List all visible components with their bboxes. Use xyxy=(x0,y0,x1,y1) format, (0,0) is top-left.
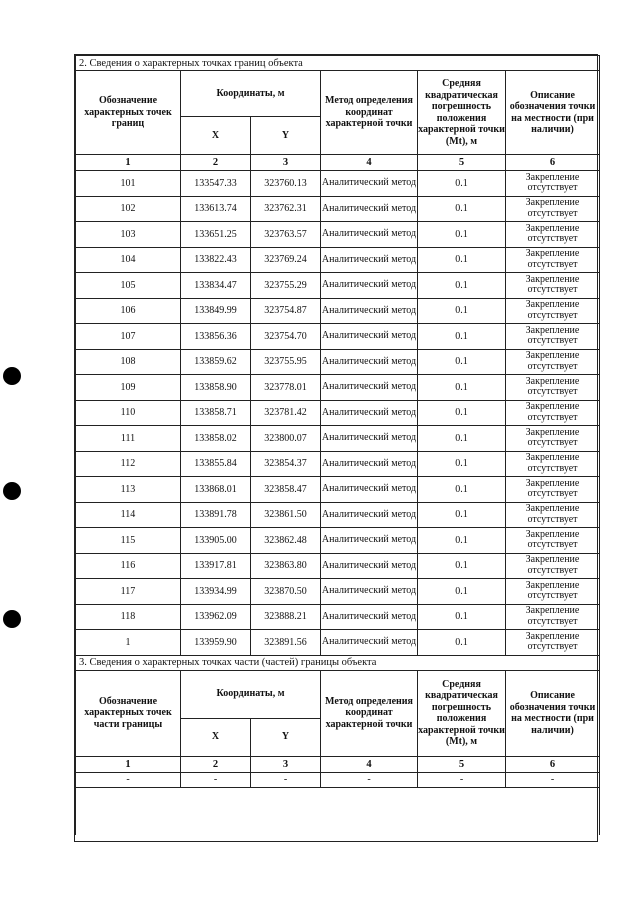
error-cell: 0.1 xyxy=(418,222,506,248)
x-coordinate-cell: 133613.74 xyxy=(181,196,251,222)
binder-hole xyxy=(3,367,21,385)
header-x: X xyxy=(181,718,251,756)
header-coords: Координаты, м xyxy=(181,670,321,718)
y-coordinate-cell: 323755.29 xyxy=(251,273,321,299)
point-cell: 105 xyxy=(76,273,181,299)
point-cell: 109 xyxy=(76,375,181,401)
error-cell: 0.1 xyxy=(418,400,506,426)
x-coordinate-cell: 133858.71 xyxy=(181,400,251,426)
y-coordinate-cell: 323778.01 xyxy=(251,375,321,401)
header-x: X xyxy=(181,117,251,155)
y-coordinate-cell: 323888.21 xyxy=(251,604,321,630)
table-row xyxy=(76,171,600,197)
col-number: 6 xyxy=(506,155,600,171)
description-cell: Закрепление отсутствует xyxy=(506,630,600,656)
error-cell: 0.1 xyxy=(418,451,506,477)
error-cell: 0.1 xyxy=(418,604,506,630)
description-cell: Закрепление отсутствует xyxy=(506,349,600,375)
point-cell: 102 xyxy=(76,196,181,222)
header-method: Метод определения координат характерной точки xyxy=(321,670,418,756)
error-cell: 0.1 xyxy=(418,196,506,222)
x-coordinate-cell: 133905.00 xyxy=(181,528,251,554)
col-number: 3 xyxy=(251,155,321,171)
y-coordinate-cell: 323861.50 xyxy=(251,502,321,528)
description-cell: Закрепление отсутствует xyxy=(506,196,600,222)
col-number: 6 xyxy=(506,756,600,772)
method-cell: Аналитический метод xyxy=(321,273,418,299)
point-cell: 104 xyxy=(76,247,181,273)
header-point: Обозначение характерных точек границ xyxy=(76,71,181,155)
point-cell: 116 xyxy=(76,553,181,579)
table-row xyxy=(76,196,600,222)
method-cell: Аналитический метод xyxy=(321,451,418,477)
y-coordinate-cell: 323769.24 xyxy=(251,247,321,273)
y-coordinate-cell: 323754.87 xyxy=(251,298,321,324)
col-number: 2 xyxy=(181,155,251,171)
section-2-title: 2. Сведения о характерных точках границ объекта xyxy=(76,56,600,71)
description-cell: Закрепление отсутствует xyxy=(506,502,600,528)
point-cell: 111 xyxy=(76,426,181,452)
method-cell: Аналитический метод xyxy=(321,349,418,375)
description-cell: Закрепление отсутствует xyxy=(506,477,600,503)
header-error: Средняя квадратическая погрешность положения характерной точки (Mt), м xyxy=(418,670,506,756)
table-row xyxy=(76,375,600,401)
x-coordinate-cell: 133855.84 xyxy=(181,451,251,477)
table-row xyxy=(76,553,600,579)
error-cell: 0.1 xyxy=(418,528,506,554)
col-number: 4 xyxy=(321,756,418,772)
x-coordinate-cell: 133859.62 xyxy=(181,349,251,375)
point-cell: 110 xyxy=(76,400,181,426)
table-row xyxy=(76,502,600,528)
header-y: Y xyxy=(251,117,321,155)
binder-hole xyxy=(3,610,21,628)
point-cell: 115 xyxy=(76,528,181,554)
description-cell: Закрепление отсутствует xyxy=(506,579,600,605)
y-coordinate-cell: 323891.56 xyxy=(251,630,321,656)
blank-area xyxy=(76,787,600,835)
table-row xyxy=(76,298,600,324)
col-number: 1 xyxy=(76,155,181,171)
empty-cell: - xyxy=(76,772,181,787)
y-coordinate-cell: 323858.47 xyxy=(251,477,321,503)
method-cell: Аналитический метод xyxy=(321,477,418,503)
table-row xyxy=(76,349,600,375)
x-coordinate-cell: 133959.90 xyxy=(181,630,251,656)
table-row xyxy=(76,222,600,248)
description-cell: Закрепление отсутствует xyxy=(506,171,600,197)
header-y: Y xyxy=(251,718,321,756)
method-cell: Аналитический метод xyxy=(321,400,418,426)
x-coordinate-cell: 133858.02 xyxy=(181,426,251,452)
x-coordinate-cell: 133849.99 xyxy=(181,298,251,324)
method-cell: Аналитический метод xyxy=(321,196,418,222)
x-coordinate-cell: 133868.01 xyxy=(181,477,251,503)
method-cell: Аналитический метод xyxy=(321,528,418,554)
point-cell: 108 xyxy=(76,349,181,375)
point-cell: 112 xyxy=(76,451,181,477)
y-coordinate-cell: 323781.42 xyxy=(251,400,321,426)
error-cell: 0.1 xyxy=(418,349,506,375)
description-cell: Закрепление отсутствует xyxy=(506,426,600,452)
empty-cell: - xyxy=(251,772,321,787)
method-cell: Аналитический метод xyxy=(321,553,418,579)
table-row xyxy=(76,324,600,350)
y-coordinate-cell: 323870.50 xyxy=(251,579,321,605)
empty-cell: - xyxy=(181,772,251,787)
table-row xyxy=(76,630,600,656)
point-cell: 113 xyxy=(76,477,181,503)
x-coordinate-cell: 133962.09 xyxy=(181,604,251,630)
method-cell: Аналитический метод xyxy=(321,222,418,248)
table-row xyxy=(76,604,600,630)
method-cell: Аналитический метод xyxy=(321,171,418,197)
method-cell: Аналитический метод xyxy=(321,426,418,452)
description-cell: Закрепление отсутствует xyxy=(506,528,600,554)
error-cell: 0.1 xyxy=(418,553,506,579)
col-number: 1 xyxy=(76,756,181,772)
header-description: Описание обозначения точки на местности (при наличии) xyxy=(506,670,600,756)
description-cell: Закрепление отсутствует xyxy=(506,247,600,273)
description-cell: Закрепление отсутствует xyxy=(506,400,600,426)
y-coordinate-cell: 323854.37 xyxy=(251,451,321,477)
document-frame xyxy=(74,54,598,842)
method-cell: Аналитический метод xyxy=(321,324,418,350)
description-cell: Закрепление отсутствует xyxy=(506,222,600,248)
x-coordinate-cell: 133856.36 xyxy=(181,324,251,350)
error-cell: 0.1 xyxy=(418,298,506,324)
header-error: Средняя квадратическая погрешность положения характерной точки (Mt), м xyxy=(418,71,506,155)
error-cell: 0.1 xyxy=(418,324,506,350)
point-cell: 107 xyxy=(76,324,181,350)
y-coordinate-cell: 323763.57 xyxy=(251,222,321,248)
method-cell: Аналитический метод xyxy=(321,298,418,324)
empty-cell: - xyxy=(418,772,506,787)
section-3-title: 3. Сведения о характерных точках части (частей) границы объекта xyxy=(76,655,600,670)
y-coordinate-cell: 323800.07 xyxy=(251,426,321,452)
y-coordinate-cell: 323863.80 xyxy=(251,553,321,579)
y-coordinate-cell: 323755.95 xyxy=(251,349,321,375)
table-row xyxy=(76,528,600,554)
x-coordinate-cell: 133917.81 xyxy=(181,553,251,579)
header-method: Метод определения координат характерной точки xyxy=(321,71,418,155)
x-coordinate-cell: 133891.78 xyxy=(181,502,251,528)
description-cell: Закрепление отсутствует xyxy=(506,324,600,350)
col-number: 3 xyxy=(251,756,321,772)
description-cell: Закрепление отсутствует xyxy=(506,273,600,299)
error-cell: 0.1 xyxy=(418,247,506,273)
description-cell: Закрепление отсутствует xyxy=(506,604,600,630)
description-cell: Закрепление отсутствует xyxy=(506,298,600,324)
col-number: 5 xyxy=(418,756,506,772)
error-cell: 0.1 xyxy=(418,426,506,452)
method-cell: Аналитический метод xyxy=(321,604,418,630)
description-cell: Закрепление отсутствует xyxy=(506,451,600,477)
y-coordinate-cell: 323762.31 xyxy=(251,196,321,222)
col-number: 2 xyxy=(181,756,251,772)
table-row xyxy=(76,579,600,605)
point-cell: 118 xyxy=(76,604,181,630)
method-cell: Аналитический метод xyxy=(321,247,418,273)
table-row xyxy=(76,451,600,477)
point-cell: 114 xyxy=(76,502,181,528)
method-cell: Аналитический метод xyxy=(321,502,418,528)
x-coordinate-cell: 133822.43 xyxy=(181,247,251,273)
table-row xyxy=(76,426,600,452)
error-cell: 0.1 xyxy=(418,273,506,299)
point-cell: 117 xyxy=(76,579,181,605)
method-cell: Аналитический метод xyxy=(321,375,418,401)
table-row xyxy=(76,400,600,426)
y-coordinate-cell: 323862.48 xyxy=(251,528,321,554)
error-cell: 0.1 xyxy=(418,375,506,401)
x-coordinate-cell: 133934.99 xyxy=(181,579,251,605)
point-cell: 103 xyxy=(76,222,181,248)
error-cell: 0.1 xyxy=(418,502,506,528)
header-description: Описание обозначения точки на местности (при наличии) xyxy=(506,71,600,155)
col-number: 4 xyxy=(321,155,418,171)
method-cell: Аналитический метод xyxy=(321,579,418,605)
x-coordinate-cell: 133858.90 xyxy=(181,375,251,401)
header-coords: Координаты, м xyxy=(181,71,321,117)
x-coordinate-cell: 133834.47 xyxy=(181,273,251,299)
y-coordinate-cell: 323754.70 xyxy=(251,324,321,350)
table-row xyxy=(76,247,600,273)
description-cell: Закрепление отсутствует xyxy=(506,553,600,579)
boundary-points-table xyxy=(75,55,600,835)
point-cell: 101 xyxy=(76,171,181,197)
table-row xyxy=(76,273,600,299)
error-cell: 0.1 xyxy=(418,477,506,503)
point-cell: 106 xyxy=(76,298,181,324)
error-cell: 0.1 xyxy=(418,171,506,197)
y-coordinate-cell: 323760.13 xyxy=(251,171,321,197)
col-number: 5 xyxy=(418,155,506,171)
empty-cell: - xyxy=(506,772,600,787)
table-row xyxy=(76,477,600,503)
description-cell: Закрепление отсутствует xyxy=(506,375,600,401)
error-cell: 0.1 xyxy=(418,630,506,656)
error-cell: 0.1 xyxy=(418,579,506,605)
x-coordinate-cell: 133651.25 xyxy=(181,222,251,248)
header-point: Обозначение характерных точек части границы xyxy=(76,670,181,756)
point-cell: 1 xyxy=(76,630,181,656)
method-cell: Аналитический метод xyxy=(321,630,418,656)
x-coordinate-cell: 133547.33 xyxy=(181,171,251,197)
empty-cell: - xyxy=(321,772,418,787)
binder-hole xyxy=(3,482,21,500)
